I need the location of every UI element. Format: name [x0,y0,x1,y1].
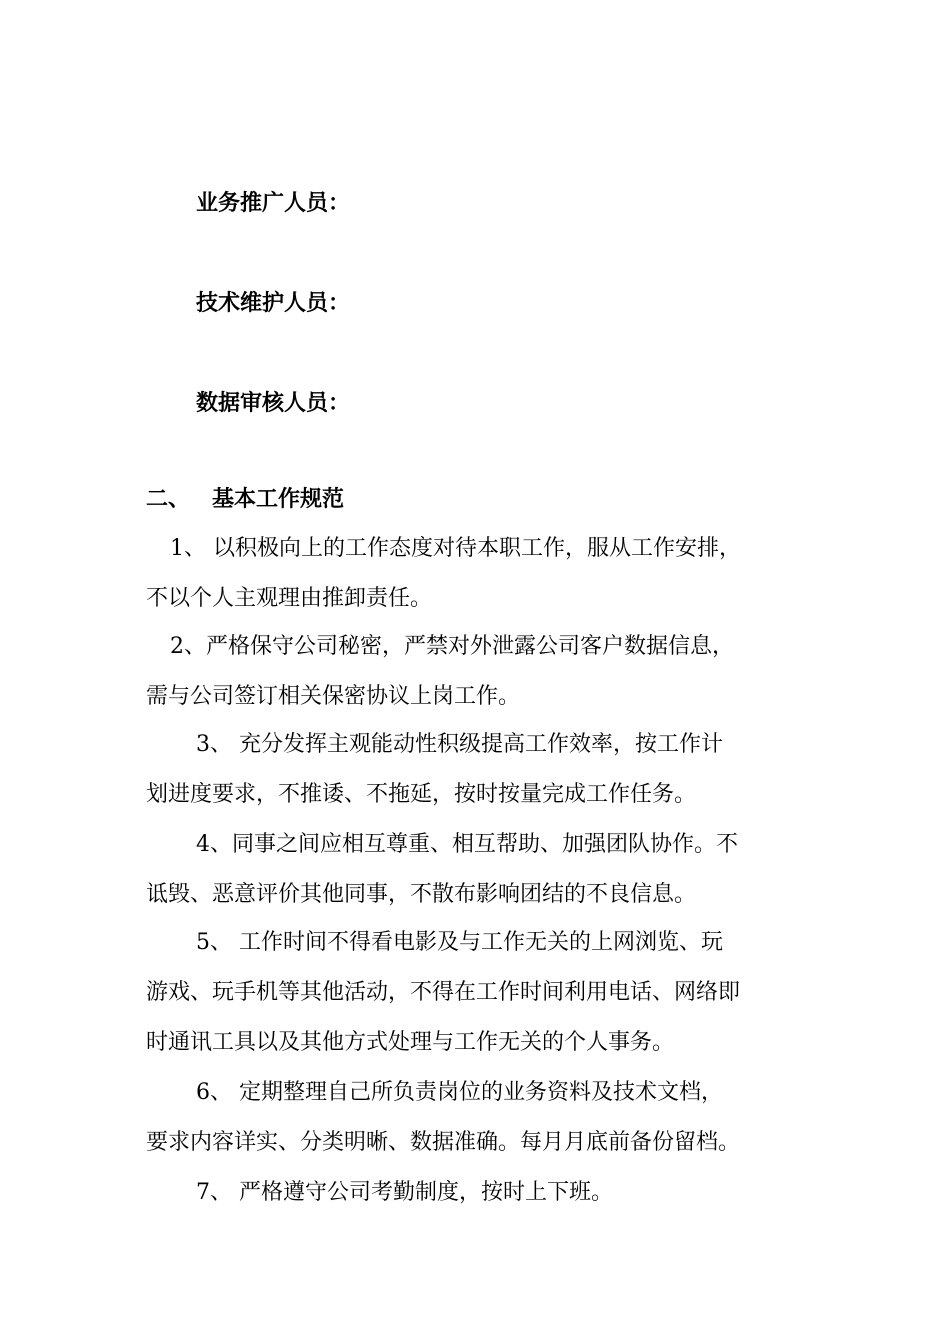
rule-item-6 [146,1068,810,1168]
rule-item-3 [146,720,810,820]
role-business-promotion: 业务推广人员： [196,191,351,216]
rule-item-1 [146,524,810,624]
rule-line: 游戏、玩手机等其他活动，不得在工作时间利用电话、网络即 [146,980,741,1005]
rule-line: 7、 严格遵守公司考勤制度，按时上下班。 [196,1180,613,1205]
rule-item-4 [146,820,810,920]
rule-item-2 [146,622,810,722]
rule-line: 要求内容详实、分类明晰、数据准确。每月月底前备份留档。 [146,1130,741,1155]
section-heading [146,482,344,513]
rule-item-5 [146,918,810,1068]
rule-line: 诋毁、恶意评价其他同事，不散布影响团结的不良信息。 [146,882,697,907]
rule-line: 时通讯工具以及其他方式处理与工作无关的个人事务。 [146,1030,675,1055]
rule-line: 2、严格保守公司秘密，严禁对外泄露公司客户数据信息， [170,634,734,659]
rule-line: 4、同事之间应相互尊重、相互帮助、加强团队协作。不 [196,832,738,857]
rule-line: 需与公司签订相关保密协议上岗工作。 [146,684,521,709]
role-data-review: 数据审核人员： [196,391,351,416]
rule-line: 3、 充分发挥主观能动性积级提高工作效率，按工作计 [196,732,723,757]
section-number: 二、 [146,487,191,512]
rule-line: 5、 工作时间不得看电影及与工作无关的上网浏览、玩 [196,930,723,955]
rule-line: 不以个人主观理由推卸责任。 [146,586,433,611]
rule-line: 6、 定期整理自己所负责岗位的业务资料及技术文档， [196,1080,723,1105]
rule-item-7 [146,1168,810,1218]
section-title: 基本工作规范 [212,487,345,512]
role-technical-maintenance: 技术维护人员： [196,291,351,316]
rule-line: 1、 以积极向上的工作态度对待本职工作，服从工作安排， [170,536,741,561]
rule-line: 划进度要求，不推诿、不拖延，按时按量完成工作任务。 [146,782,697,807]
